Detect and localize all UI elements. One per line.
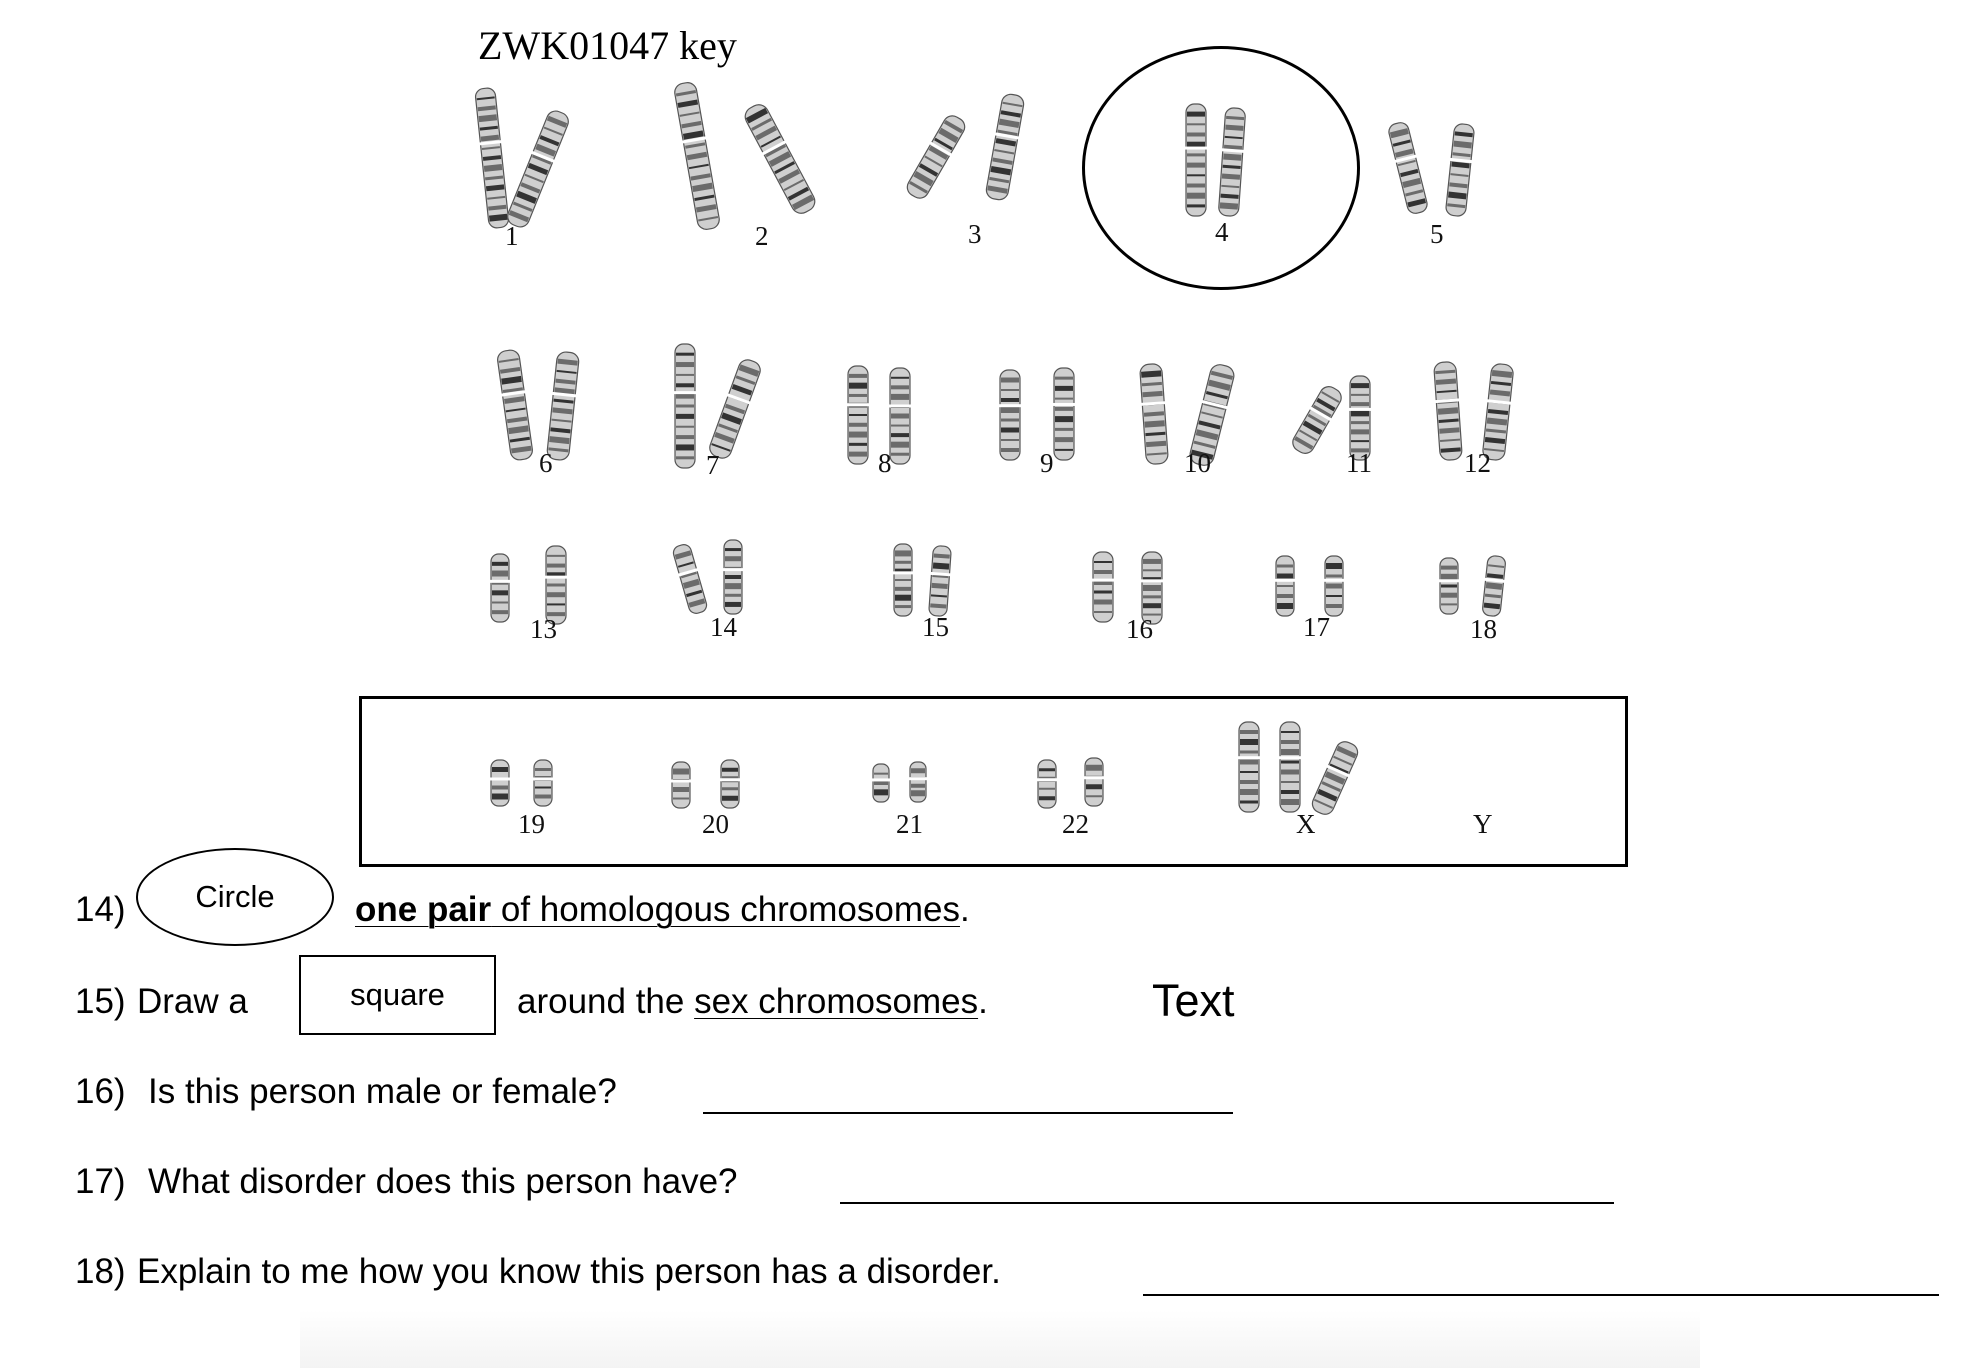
label-19: 19: [518, 809, 545, 839]
chromosome-band: [1055, 428, 1073, 431]
chromosome-27: [671, 543, 710, 616]
chromosome-28: [723, 540, 743, 614]
chromosome-2: [504, 108, 572, 230]
q14-text: [355, 890, 970, 930]
chromosome-4: [741, 101, 819, 217]
chromosome-band: [895, 561, 911, 564]
chromosome-band: [891, 433, 909, 437]
chromosome-band: [725, 556, 741, 561]
label-16: 16: [1126, 614, 1153, 644]
chromosome-band: [1001, 448, 1019, 452]
chromosome-band: [1143, 569, 1161, 571]
label-17: 17: [1303, 612, 1330, 642]
circle-example-label: Circle: [195, 879, 275, 914]
q16-text: Is this person male or female?: [148, 1072, 617, 1111]
chromosome-band: [492, 610, 508, 614]
chromosome-band: [1143, 595, 1161, 598]
chromosome-band: [1277, 585, 1293, 587]
q14-bold: one pair: [355, 890, 492, 929]
chromosome-band: [891, 442, 909, 448]
centromere: [893, 571, 913, 574]
q14-rest: of homologous chromosomes: [491, 890, 960, 929]
chromosome-band: [1441, 585, 1457, 588]
chromosome-band: [725, 594, 741, 597]
chromosome-band: [676, 435, 694, 439]
chromosome-band: [1351, 410, 1369, 416]
chromosome-band: [1441, 566, 1457, 570]
chromosome-10: [1444, 123, 1475, 217]
chromosome-band: [849, 443, 867, 446]
chromosome-band: [849, 423, 867, 427]
label-3: 3: [968, 219, 982, 249]
chromosome-band: [849, 414, 867, 416]
chromosome-band: [1441, 574, 1457, 580]
q18-answer-line[interactable]: [1143, 1294, 1939, 1296]
label-6: 6: [539, 448, 553, 478]
centromere: [723, 568, 743, 571]
chromosome-band: [1001, 419, 1019, 422]
label-12: 12: [1464, 448, 1491, 478]
chromosome-1: [474, 87, 511, 229]
chromosome-band: [895, 587, 911, 591]
chromosome-band: [891, 414, 909, 419]
chromosome-band: [1143, 585, 1161, 591]
label-y: Y: [1473, 809, 1493, 839]
chromosome-band: [676, 405, 694, 408]
chromosome-17: [999, 370, 1021, 460]
centromere: [1275, 579, 1295, 582]
chromosome-33: [1275, 556, 1295, 616]
chromosome-band: [849, 394, 867, 397]
chromosome-body: [1000, 370, 1020, 460]
chromosome-band: [1055, 377, 1073, 380]
chromosome-14: [706, 357, 763, 461]
chromosome-band: [1326, 604, 1342, 608]
chromosome-band: [1055, 437, 1073, 442]
chromosome-band: [1001, 389, 1019, 391]
circle-example-shape: [136, 848, 334, 946]
chromosome-band: [1094, 591, 1112, 594]
chromosome-band: [895, 550, 911, 556]
chromosome-3: [672, 81, 721, 231]
chromosome-band: [1277, 594, 1293, 598]
chromosome-band: [1143, 603, 1161, 608]
chromosome-band: [933, 562, 949, 569]
chromosome-6: [984, 93, 1026, 202]
karyotype-title: ZWK01047 key: [478, 23, 737, 68]
annotation-text-box[interactable]: Text: [1152, 975, 1235, 1026]
q15-mid: around the: [517, 982, 695, 1021]
chromosome-band: [891, 385, 909, 389]
chromosome-band: [895, 595, 911, 601]
chromosome-15: [847, 366, 869, 464]
chromosome-band: [676, 374, 694, 376]
chromosome-band: [1094, 611, 1112, 613]
label-20: 20: [702, 809, 729, 839]
chromosome-band: [1351, 421, 1369, 424]
centromere: [889, 404, 911, 407]
chromosome-band: [1001, 428, 1019, 433]
chromosome-band: [1351, 394, 1369, 396]
q15-end: .: [978, 982, 988, 1021]
chromosome-19: [1139, 363, 1170, 464]
chromosome-band: [492, 602, 508, 604]
chromosome-band: [1001, 407, 1019, 413]
chromosome-body: [1054, 368, 1074, 460]
label-1: 1: [505, 221, 519, 251]
centromere: [674, 391, 696, 394]
chromosome-band: [895, 579, 911, 581]
chromosome-band: [1326, 595, 1342, 597]
chromosome-35: [1439, 558, 1459, 614]
centromere: [545, 576, 567, 579]
chromosome-16: [889, 368, 911, 464]
centromere: [1053, 403, 1075, 406]
centromere: [847, 403, 869, 406]
label-13: 13: [530, 614, 557, 644]
chromosome-band: [1094, 561, 1112, 563]
q17-number: 17): [75, 1162, 126, 1201]
chromosome-band: [1351, 383, 1369, 388]
chromosome-band: [1326, 563, 1342, 569]
chromosome-band: [1351, 440, 1369, 442]
square-example-label: square: [350, 977, 445, 1012]
chromosome-band: [676, 383, 694, 387]
sex-chromosome-box: [359, 696, 1628, 867]
chromosome-body: [1445, 123, 1475, 217]
chromosome-band: [725, 602, 741, 607]
q17-text: What disorder does this person have?: [148, 1162, 738, 1201]
label-9: 9: [1040, 448, 1054, 478]
chromosome-36: [1481, 555, 1507, 617]
centromere: [1349, 408, 1371, 411]
chromosome-band: [1351, 402, 1369, 406]
chromosome-band: [725, 575, 741, 579]
chromosome-band: [676, 444, 694, 450]
chromosome-band: [676, 362, 694, 367]
label-14: 14: [710, 612, 737, 642]
chromosome-band: [547, 592, 565, 597]
chromosome-band: [849, 383, 867, 389]
label-4: 4: [1215, 217, 1229, 247]
centromere: [1439, 579, 1459, 582]
q15-text: [517, 982, 988, 1022]
chromosome-band: [849, 452, 867, 457]
chromosome-26: [545, 546, 567, 624]
chromosome-band: [676, 353, 694, 356]
chromosome-body: [546, 351, 579, 461]
chromosome-band: [1143, 559, 1161, 564]
chromosome-band: [1351, 429, 1369, 434]
chromosome-21: [1289, 383, 1346, 457]
chromosome-body: [496, 349, 533, 461]
label-x: X: [1296, 809, 1316, 839]
chromosome-band: [676, 414, 694, 419]
chromosome-band: [1326, 584, 1342, 589]
chromosome-band: [547, 603, 565, 605]
chromosome-13: [674, 344, 696, 468]
chromosome-23: [1433, 361, 1464, 460]
chromosome-band: [891, 377, 909, 379]
label-11: 11: [1346, 448, 1372, 478]
q18-number: 18): [75, 1252, 126, 1291]
chromosome-band: [891, 394, 909, 400]
chromosome-band: [1001, 439, 1019, 441]
chromosome-band: [1001, 378, 1019, 383]
chromosome-band: [725, 583, 741, 589]
chromosome-band: [547, 555, 565, 557]
label-10: 10: [1184, 448, 1211, 478]
chromosome-band: [1094, 600, 1112, 605]
chromosome-band: [1055, 407, 1073, 411]
q15-pre: Draw a: [137, 982, 248, 1021]
chromosome-body: [985, 93, 1025, 201]
q14-number: 14): [75, 890, 126, 929]
chromosome-body: [904, 113, 968, 202]
chromosome-band: [895, 605, 911, 608]
q15-number: 15): [75, 982, 126, 1021]
chromosome-band: [1001, 398, 1019, 402]
q16-number: 16): [75, 1072, 126, 1111]
square-example-shape: [299, 955, 496, 1035]
label-18: 18: [1470, 614, 1497, 644]
label-2: 2: [755, 221, 769, 251]
chromosome-31: [1092, 552, 1114, 622]
chromosome-11: [495, 349, 534, 461]
homologous-pair-circle: [1082, 46, 1360, 290]
chromosome-band: [1055, 416, 1073, 422]
chromosome-25: [490, 554, 510, 622]
centromere: [490, 580, 510, 583]
q14-end: .: [959, 890, 970, 929]
chromosome-band: [1094, 570, 1112, 574]
chromosome-band: [849, 374, 867, 378]
chromosome-band: [1277, 603, 1293, 609]
chromosome-5: [903, 112, 969, 202]
chromosome-band: [1055, 398, 1073, 400]
chromosome-29: [893, 544, 913, 616]
chromosome-band: [1441, 593, 1457, 598]
chromosome-18: [1053, 368, 1075, 460]
centromere: [999, 404, 1021, 407]
label-21: 21: [896, 809, 923, 839]
chromosome-band: [725, 548, 741, 551]
label-5: 5: [1430, 219, 1444, 249]
chromosome-9: [1386, 121, 1430, 216]
chromosome-band: [676, 456, 694, 459]
label-22: 22: [1062, 809, 1089, 839]
chromosome-34: [1324, 556, 1344, 616]
centromere: [1324, 579, 1344, 582]
chromosome-band: [492, 590, 508, 595]
chromosome-band: [547, 564, 565, 568]
chromosome-band: [1441, 603, 1457, 605]
centromere: [1141, 579, 1163, 582]
chromosome-30: [928, 545, 953, 616]
chromosome-24: [1481, 363, 1515, 461]
label-8: 8: [878, 448, 892, 478]
q18-text: Explain to me how you know this person has a disorder.: [137, 1252, 1001, 1291]
chromosome-band: [1055, 449, 1073, 451]
q16-answer-line[interactable]: [703, 1112, 1233, 1114]
q17-answer-line[interactable]: [840, 1202, 1614, 1204]
chromosome-band: [547, 584, 565, 587]
chromosome-band: [1055, 386, 1073, 391]
chromosome-band: [891, 453, 909, 456]
label-15: 15: [922, 612, 949, 642]
chromosome-band: [492, 562, 508, 566]
chromosome-band: [1277, 574, 1293, 579]
bottom-shadow: [300, 1310, 1700, 1368]
chromosome-band: [891, 425, 909, 427]
chromosome-band: [1277, 565, 1293, 568]
q15-underlined: sex chromosomes: [694, 982, 979, 1021]
chromosome-band: [849, 432, 867, 438]
centromere: [1092, 579, 1114, 582]
chromosome-band: [492, 571, 508, 577]
chromosome-band: [676, 426, 694, 428]
chromosome-12: [545, 351, 580, 461]
chromosome-band: [1326, 575, 1342, 578]
label-7: 7: [706, 450, 720, 480]
